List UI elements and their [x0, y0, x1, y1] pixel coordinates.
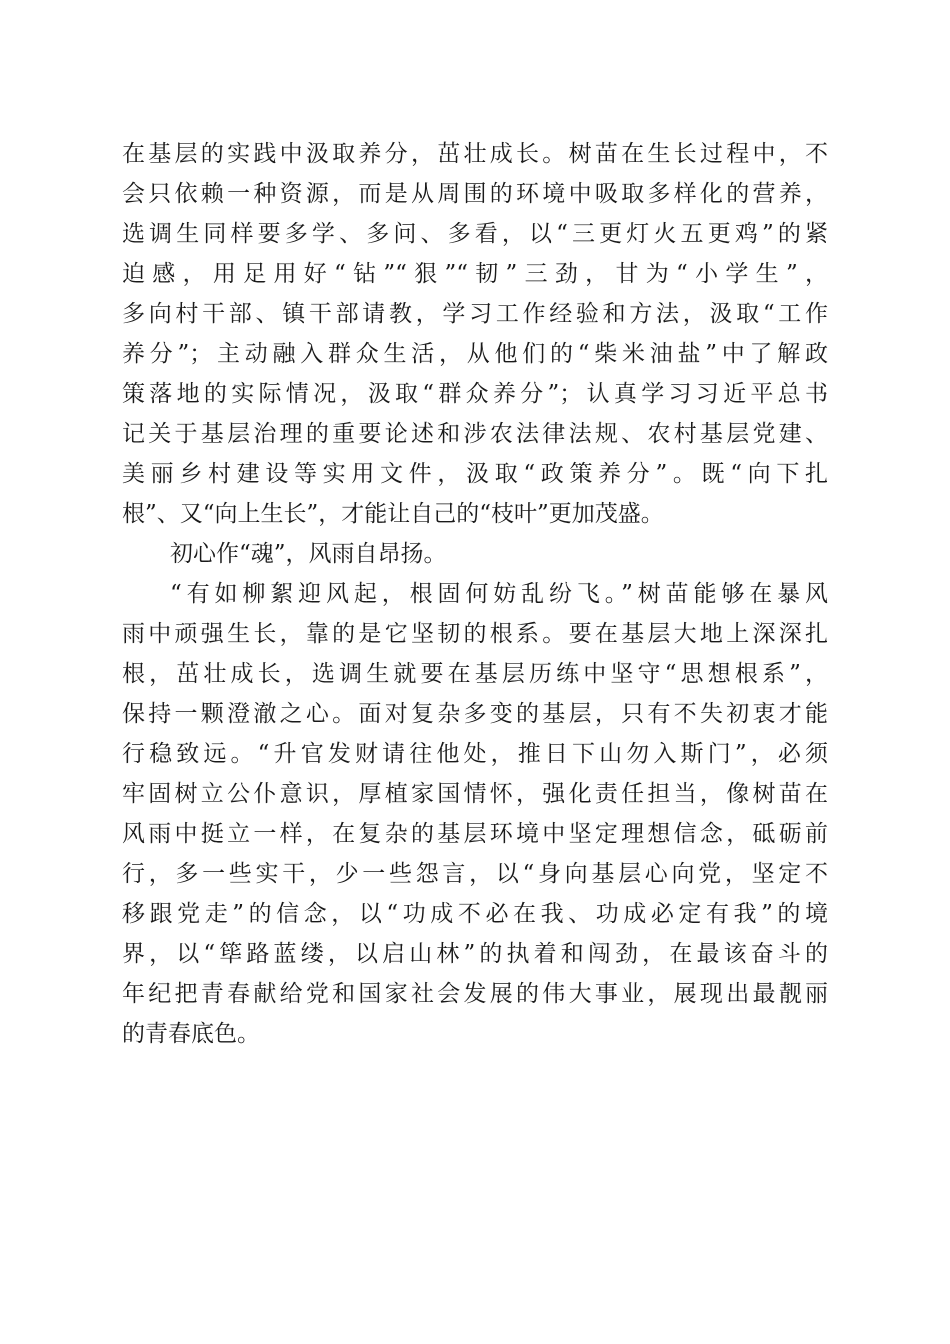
text-line: 保持一颗澄澈之心。面对复杂多变的基层，只有不失初衷才能 [122, 701, 828, 727]
text-line: 行稳致远。“升官发财请往他处，推日下山勿入斯门”，必须 [122, 741, 828, 767]
text-line: 多向村干部、镇干部请教，学习工作经验和方法，汲取“工作 [122, 301, 828, 327]
text-line: 策落地的实际情况，汲取“群众养分”；认真学习习近平总书 [122, 381, 828, 407]
text-line: 迫感，用足用好“钻”“狠”“韧”三劲，甘为“小学生”， [122, 261, 828, 287]
text-line: 养分”；主动融入群众生活，从他们的“柴米油盐”中了解政 [122, 341, 828, 367]
text-line: 界，以“筚路蓝缕，以启山林”的执着和闯劲，在最该奋斗的 [122, 941, 828, 967]
section-heading: 初心作“魂”，风雨自昂扬。 [170, 541, 447, 567]
text-line: 在基层的实践中汲取养分，茁壮成长。树苗在生长过程中，不 [122, 141, 828, 167]
text-line: 移跟党走”的信念，以“功成不必在我、功成必定有我”的境 [122, 901, 828, 927]
text-line: 会只依赖一种资源，而是从周围的环境中吸取多样化的营养， [122, 181, 828, 207]
text-line: 风雨中挺立一样，在复杂的基层环境中坚定理想信念，砥砺前 [122, 821, 828, 847]
text-line: 记关于基层治理的重要论述和涉农法律法规、农村基层党建、 [122, 421, 828, 447]
text-line: 行，多一些实干，少一些怨言，以“身向基层心向党，坚定不 [122, 861, 828, 887]
text-line: “有如柳絮迎风起，根固何妨乱纷飞。”树苗能够在暴风 [170, 581, 828, 607]
text-line: 美丽乡村建设等实用文件，汲取“政策养分”。既“向下扎 [122, 461, 828, 487]
text-line: 根”、又“向上生长”，才能让自己的“枝叶”更加茂盛。 [122, 501, 664, 527]
text-line: 年纪把青春献给党和国家社会发展的伟大事业，展现出最靓丽 [122, 981, 828, 1007]
text-line: 根，茁壮成长，选调生就要在基层历练中坚守“思想根系”， [122, 661, 828, 687]
text-line: 牢固树立公仆意识，厚植家国情怀，强化责任担当，像树苗在 [122, 781, 828, 807]
document-body [122, 134, 828, 1054]
text-line: 的青春底色。 [122, 1021, 260, 1047]
text-line: 选调生同样要多学、多问、多看，以“三更灯火五更鸡”的紧 [122, 221, 828, 247]
text-line: 雨中顽强生长，靠的是它坚韧的根系。要在基层大地上深深扎 [122, 621, 828, 647]
